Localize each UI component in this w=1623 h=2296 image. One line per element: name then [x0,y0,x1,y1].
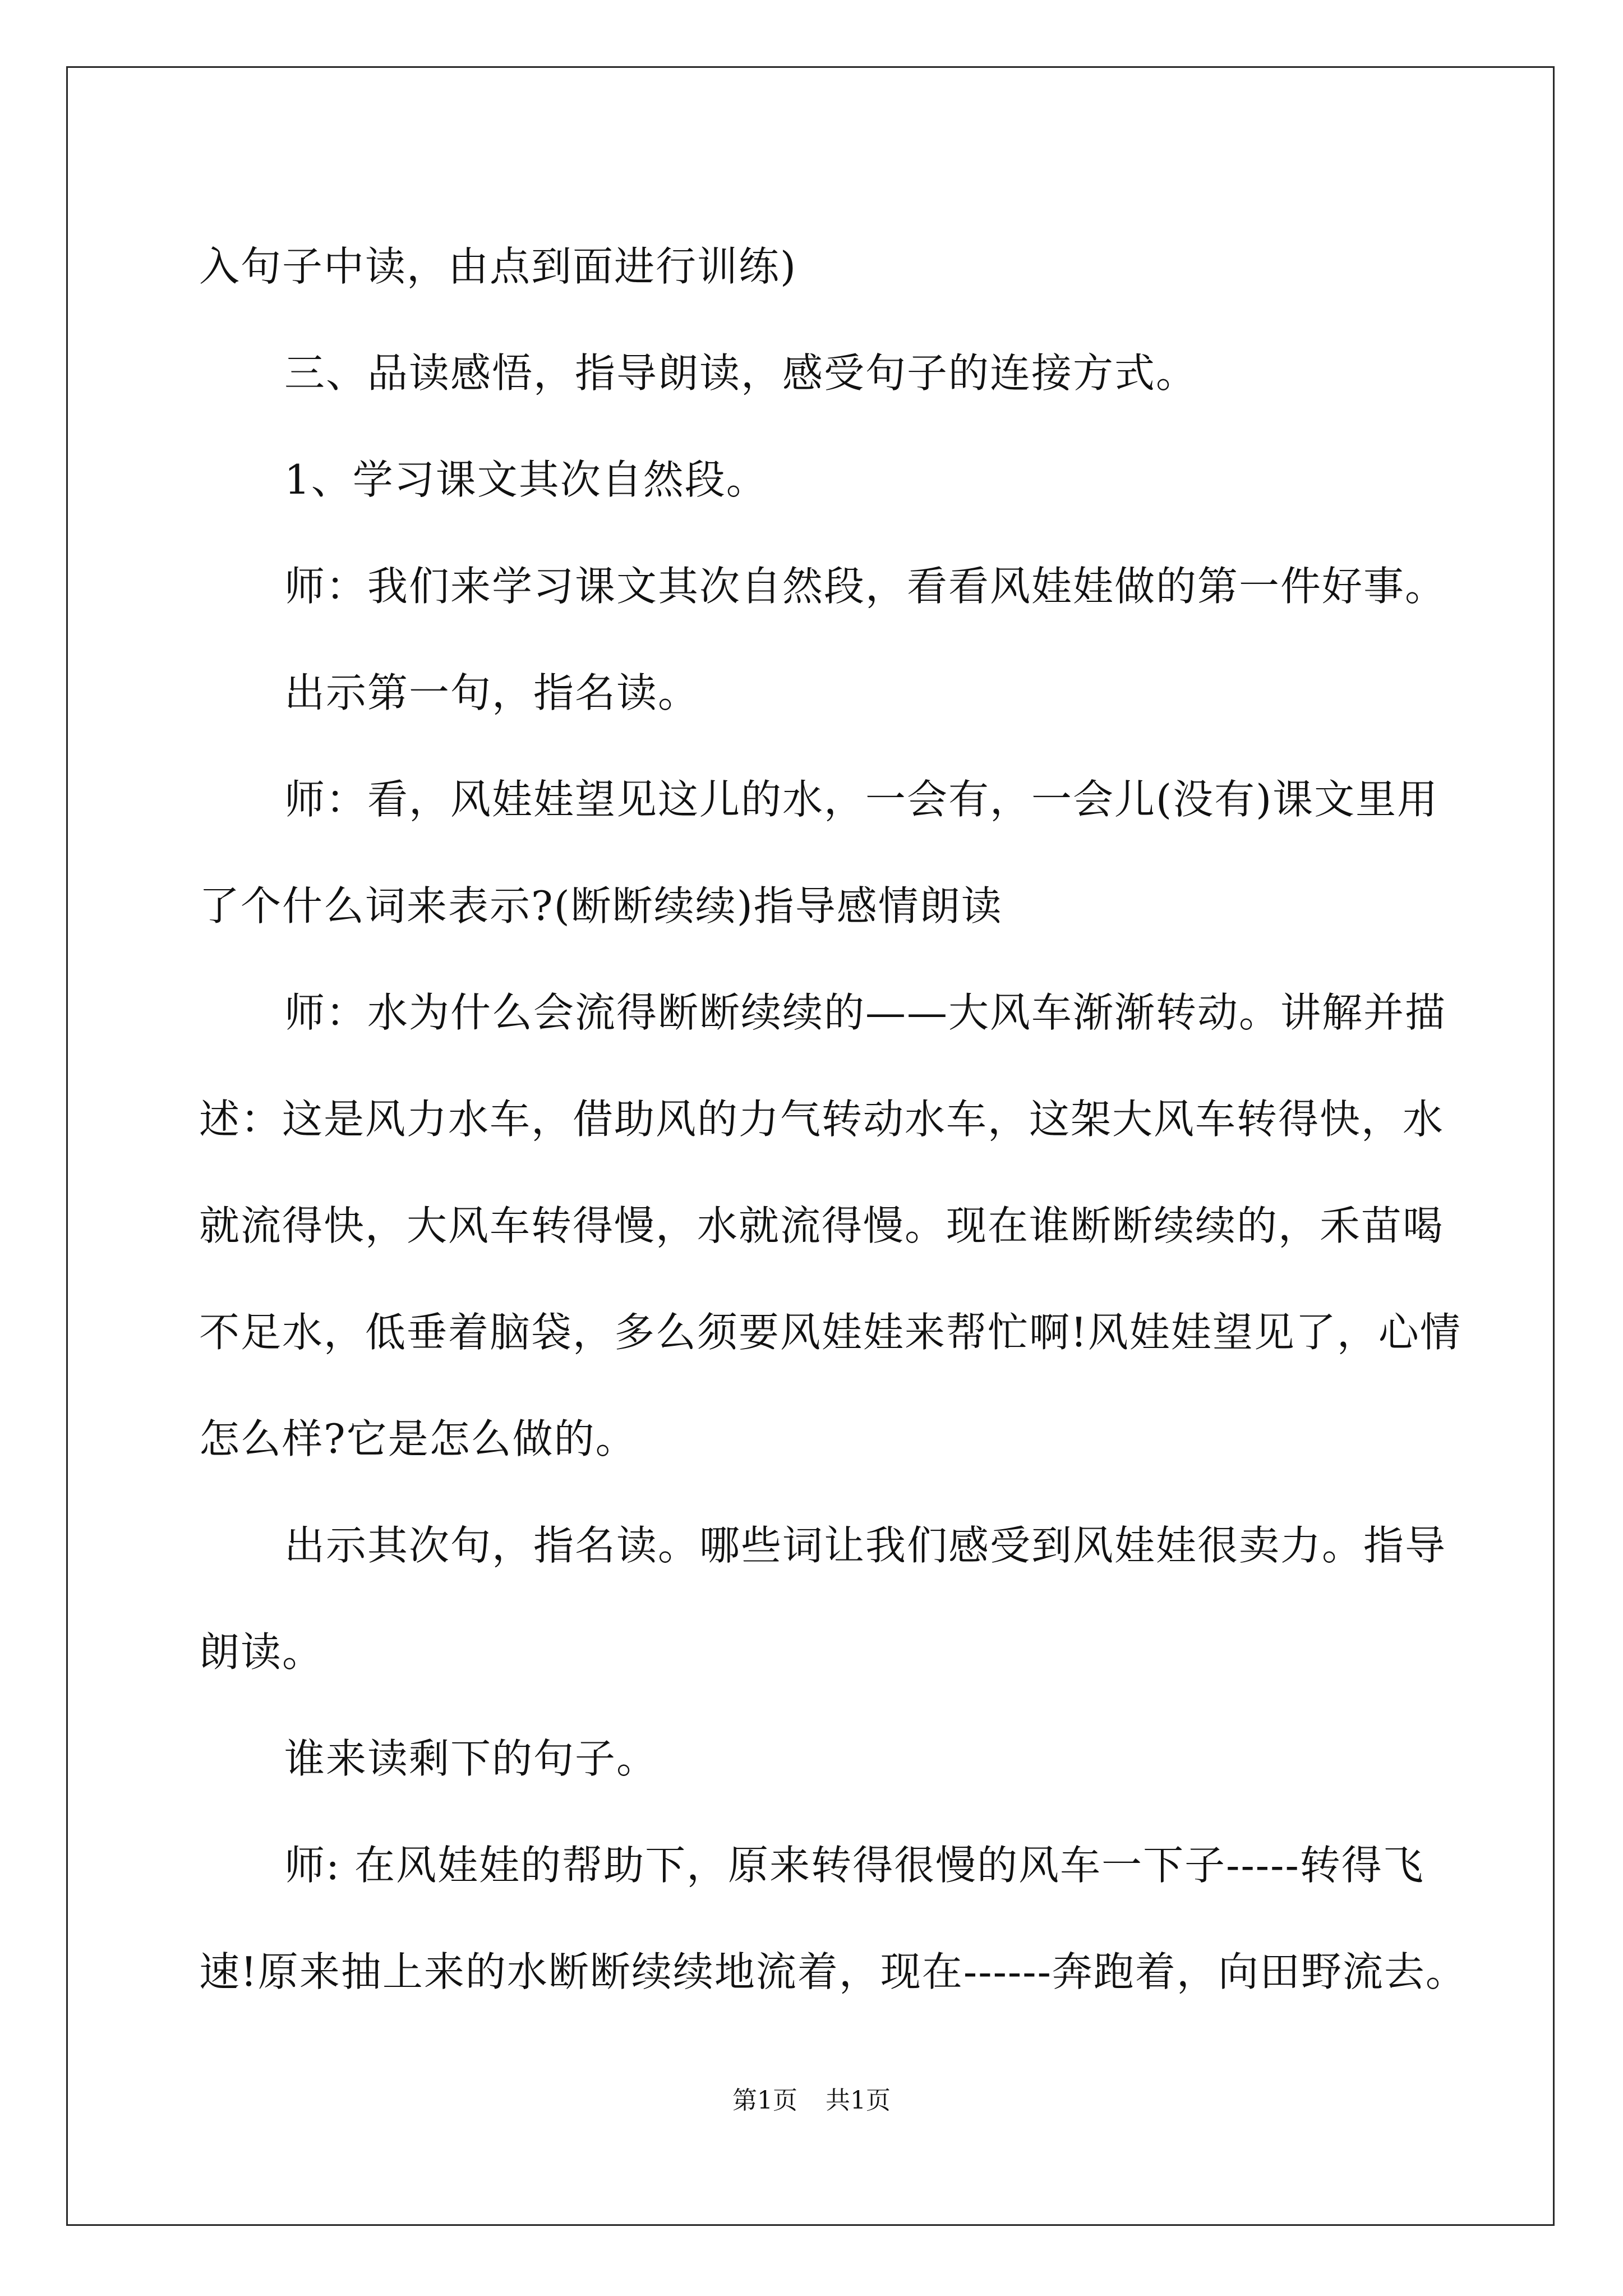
page-footer [0,2084,1623,2118]
text-line: 师: 在风娃娃的帮助下，原来转得很慢的风车一下子-----转得飞 [284,1842,1424,1889]
text-line: 师：水为什么会流得断断续续的——大风车渐渐转动。讲解并描 [284,989,1447,1036]
text-line: 出示其次句，指名读。哪些词让我们感受到风娃娃很卖力。指导 [284,1522,1447,1569]
text-line: 师：看，风娃娃望见这儿的水，一会有，一会儿(没有)课文里用 [284,776,1439,823]
text-line: 怎么样?它是怎么做的。 [199,1415,637,1462]
page-total: 共1页 [826,2086,891,2115]
text-line: 入句子中读，由点到面进行训练) [199,243,797,290]
text-line: 朗读。 [199,1628,324,1676]
text-line: 就流得快，大风车转得慢，水就流得慢。现在谁断断续续的，禾苗喝 [199,1202,1445,1249]
text-line: 速!原来抽上来的水断断续续地流着，现在------奔跑着，向田野流去。 [199,1948,1467,1995]
text-line: 不足水，低垂着脑袋，多么须要风娃娃来帮忙啊!风娃娃望见了，心情 [199,1309,1461,1356]
text-line: 1、学习课文其次自然段。 [284,456,768,503]
text-line: 谁来读剩下的句子。 [284,1735,658,1782]
page-number: 第1页 [732,2086,797,2115]
text-line: 出示第一句，指名读。 [284,669,700,716]
paragraph-heading: 三、品读感悟，指导朗读，感受句子的连接方式。 [284,349,1198,397]
text-line: 了个什么词来表示?(断断续续)指导感情朗读 [199,882,1003,930]
document-body [199,213,1467,2025]
text-line: 师：我们来学习课文其次自然段，看看风娃娃做的第一件好事。 [284,563,1447,610]
text-line: 述：这是风力水车，借助风的力气转动水车，这架大风车转得快，水 [199,1096,1445,1143]
